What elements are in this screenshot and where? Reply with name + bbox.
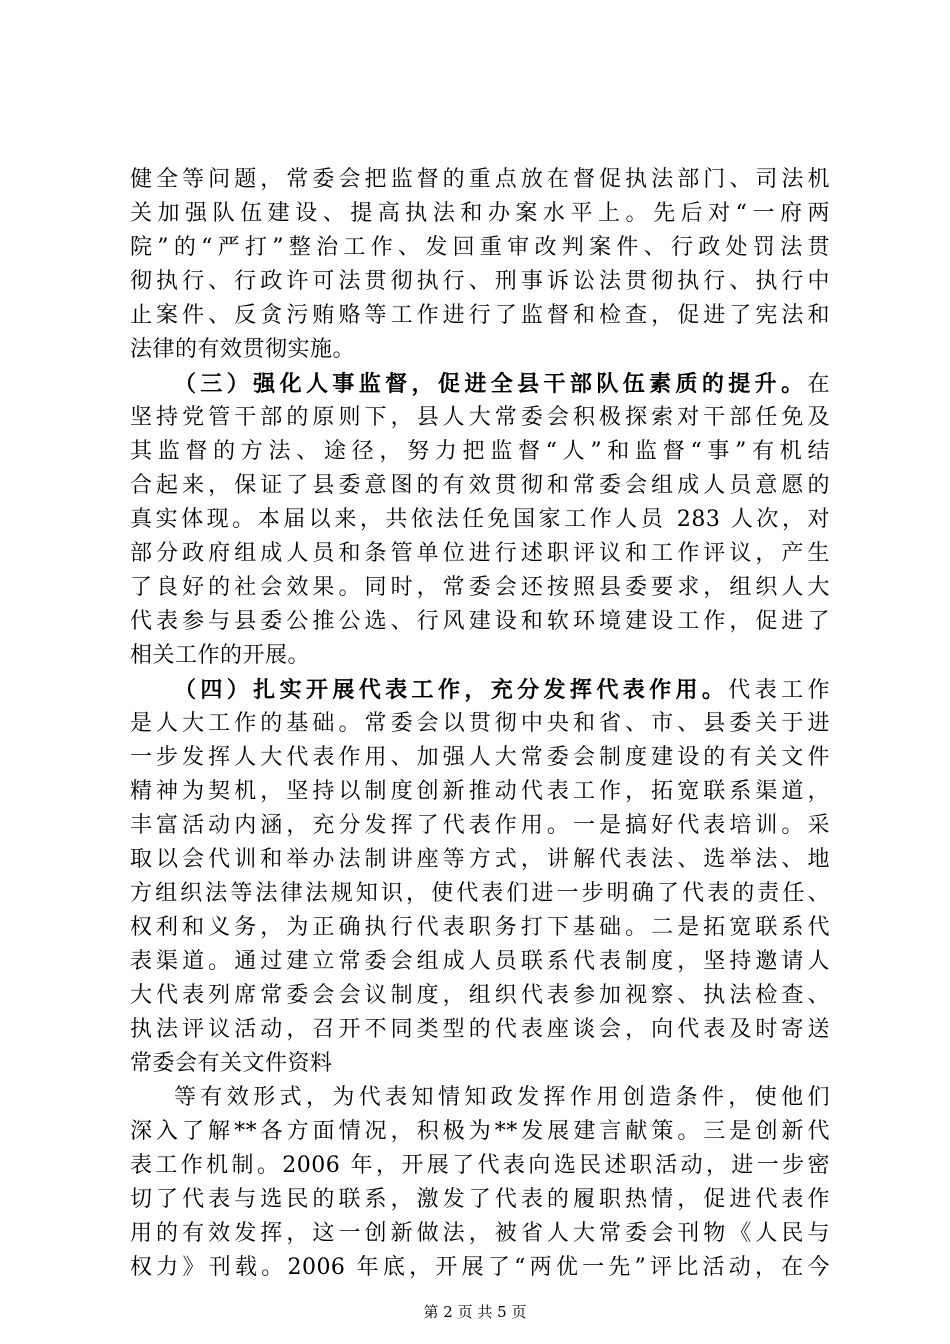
page-number: 第 2 页 共 5 页 <box>423 1303 527 1321</box>
text-line: 关加强队伍建设、提高执法和办案水平上。先后对“一府两 <box>130 201 830 226</box>
text-line: 其监督的方法、途径，努力把监督“人”和监督“事”有机结 <box>130 439 830 464</box>
text-line: 法律的有效贯彻实施。 <box>130 337 356 362</box>
text-line: 相关工作的开展。 <box>130 643 311 668</box>
text-line: 精神为契机，坚持以制度创新推动代表工作，拓宽联系渠道， <box>130 779 830 804</box>
text-line: 常委会有关文件资料 <box>130 1051 333 1076</box>
text-line: 丰富活动内涵，充分发挥了代表作用。一是搞好代表培训。采 <box>130 813 830 838</box>
document-body <box>130 163 830 1285</box>
text-line: 坚持党管干部的原则下，县人大常委会积极探索对干部任免及 <box>130 405 830 430</box>
text-line: 表渠道。通过建立常委会组成人员联系代表制度，坚持邀请人 <box>130 949 830 974</box>
section-heading-continuation: 代表工作 <box>728 678 830 703</box>
section-heading: （四）扎实开展代表工作，充分发挥代表作用。 <box>174 677 729 703</box>
text-line: 彻执行、行政许可法贯彻执行、刑事诉讼法贯彻执行、执行中 <box>130 269 830 294</box>
section-heading-line <box>130 673 830 707</box>
text-line: 切了代表与选民的联系，激发了代表的履职热情，促进代表作 <box>130 1187 830 1212</box>
text-line: 一步发挥人大代表作用、加强人大常委会制度建设的有关文件 <box>130 745 830 770</box>
text-line: 合起来，保证了县委意图的有效贯彻和常委会组成人员意愿的 <box>130 473 830 498</box>
text-line: 表工作机制。2006 年，开展了代表向选民述职活动，进一步密 <box>130 1153 830 1178</box>
text-line: 是人大工作的基础。常委会以贯彻中央和省、市、县委关于进 <box>130 711 830 736</box>
text-line: 方组织法等法律法规知识，使代表们进一步明确了代表的责任、 <box>130 881 830 906</box>
text-line: 止案件、反贪污贿赂等工作进行了监督和检查，促进了宪法和 <box>130 303 830 328</box>
text-line: 深入了解**各方面情况，积极为**发展建言献策。三是创新代 <box>130 1119 830 1144</box>
text-line: 健全等问题，常委会把监督的重点放在督促执法部门、司法机 <box>130 167 830 192</box>
text-line: 执法评议活动，召开不同类型的代表座谈会，向代表及时寄送 <box>130 1017 830 1042</box>
section-heading-line <box>130 367 830 401</box>
text-line: 权利和义务，为正确执行代表职务打下基础。二是拓宽联系代 <box>130 915 830 940</box>
page-footer <box>0 1301 950 1322</box>
section-heading: （三）强化人事监督，促进全县干部队伍素质的提升。 <box>174 371 808 397</box>
text-line: 大代表列席常委会会议制度，组织代表参加视察、执法检查、 <box>130 983 830 1008</box>
text-line: 了良好的社会效果。同时，常委会还按照县委要求，组织人大 <box>130 575 830 600</box>
section-heading-continuation: 在 <box>807 372 830 397</box>
text-line: 院”的“严打”整治工作、发回重审改判案件、行政处罚法贯 <box>130 235 830 260</box>
text-line: 部分政府组成人员和条管单位进行述职评议和工作评议，产生 <box>130 541 830 566</box>
text-line: 取以会代训和举办法制讲座等方式，讲解代表法、选举法、地 <box>130 847 830 872</box>
text-line: 权力》刊载。2006 年底，开展了“两优一先”评比活动，在今 <box>130 1255 830 1280</box>
text-line: 真实体现。本届以来，共依法任免国家工作人员 283 人次，对 <box>130 507 830 532</box>
text-line: 等有效形式，为代表知情知政发挥作用创造条件，使他们 <box>174 1085 830 1110</box>
text-line: 用的有效发挥，这一创新做法，被省人大常委会刊物《人民与 <box>130 1221 830 1246</box>
text-line: 代表参与县委公推公选、行风建设和软环境建设工作，促进了 <box>130 609 830 634</box>
